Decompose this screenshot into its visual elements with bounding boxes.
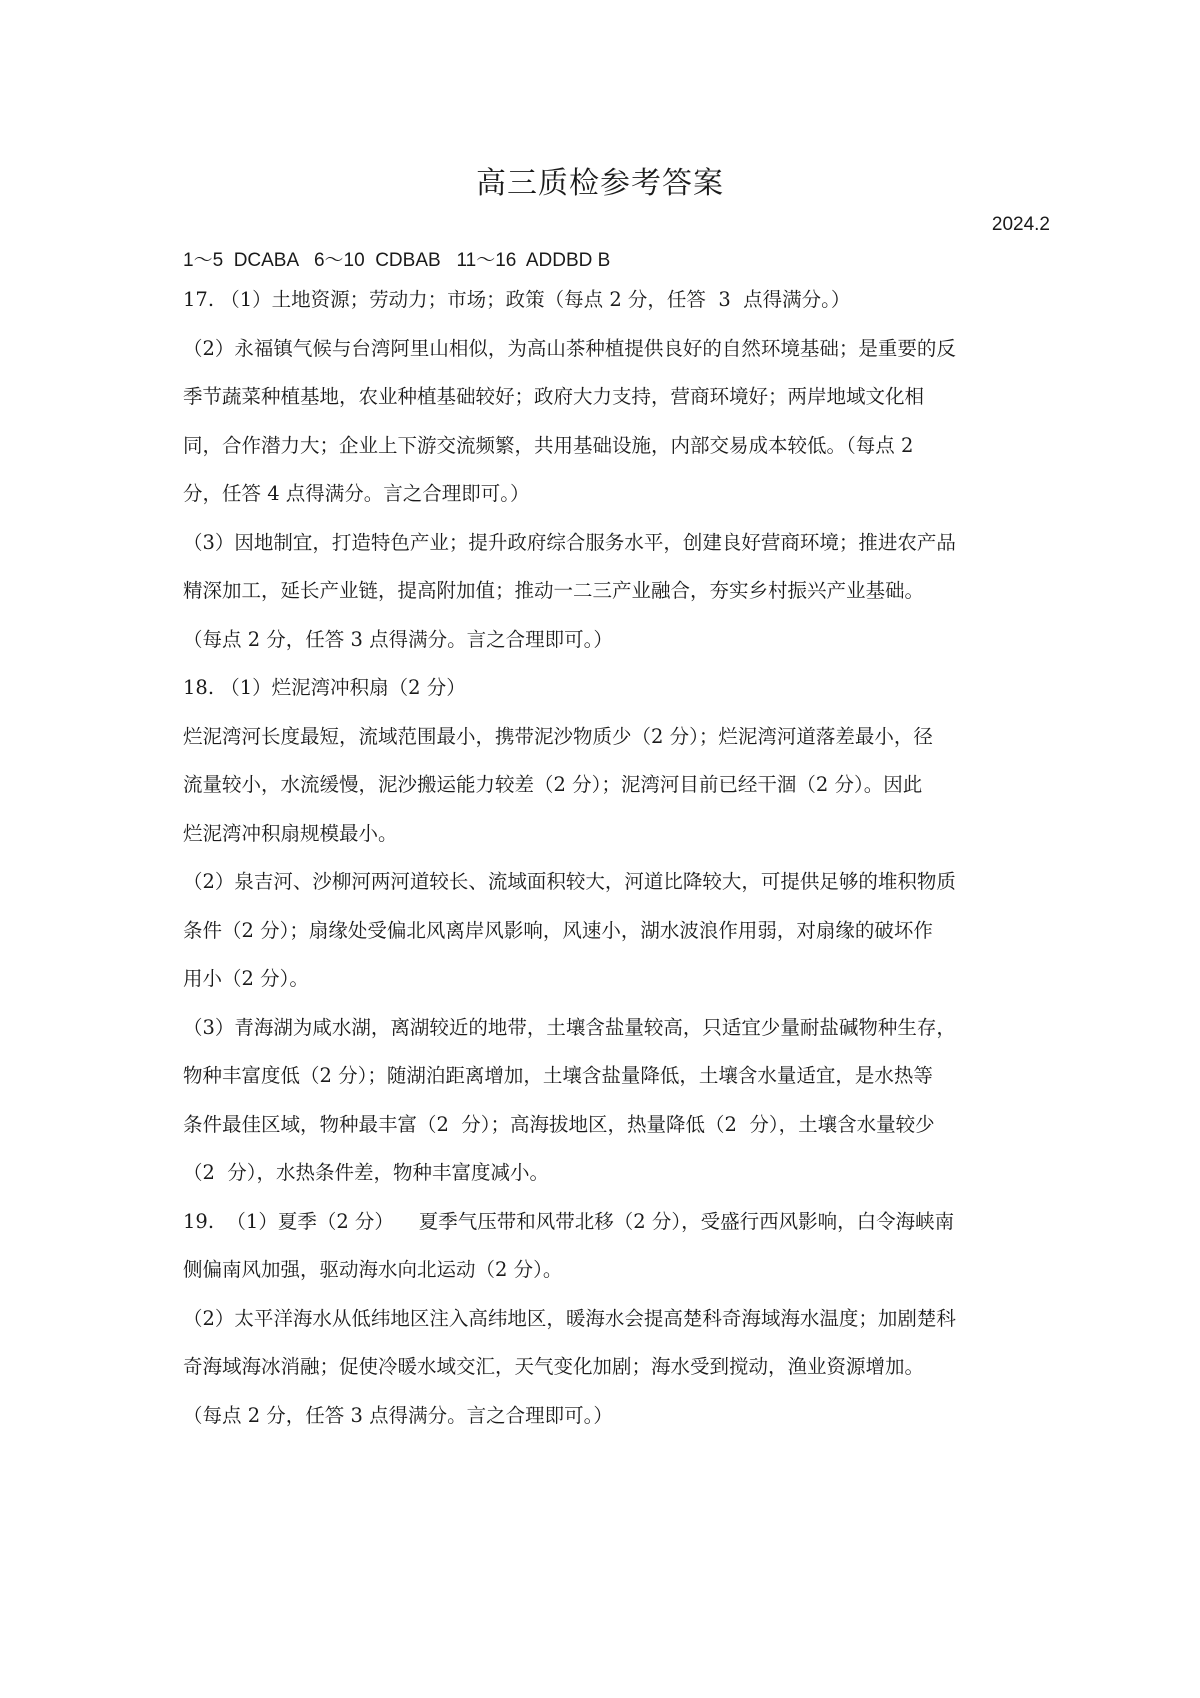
answer-line	[183, 470, 1033, 519]
answer-line-text: 18. （1）烂泥湾冲积扇（2 分）	[183, 676, 466, 699]
answer-line	[183, 276, 1033, 325]
answer-line-text: （2 分），水热条件差，物种丰富度减小。	[183, 1161, 550, 1184]
answer-line	[183, 907, 1033, 956]
answer-line	[183, 1101, 1033, 1150]
page-title: 高三质检参考答案	[476, 166, 724, 201]
answer-line	[183, 616, 1033, 665]
answer-line	[183, 955, 1033, 1004]
answer-body	[183, 276, 1033, 1440]
answer-line-text: 季节蔬菜种植基地，农业种植基础较好；政府大力支持，营商环境好；两岸地域文化相	[183, 385, 925, 408]
answer-line-text: 分，任答 4 点得满分。言之合理即可。）	[183, 482, 530, 505]
answer-line	[183, 1149, 1033, 1198]
answer-line	[183, 1052, 1033, 1101]
answer-line-text: 烂泥湾河长度最短，流域范围最小，携带泥沙物质少（2 分）；烂泥湾河道落差最小，径	[183, 724, 933, 748]
answer-line-text: 条件最佳区域，物种最丰富（2 分）；高海拔地区，热量降低（2 分），土壤含水量较少	[183, 1112, 935, 1136]
exam-date: 2024.2	[991, 214, 1050, 235]
answer-line-text: （3）青海湖为咸水湖，离湖较近的地带，土壤含盐量较高，只适宜少量耐盐碱物种生存，	[183, 1015, 956, 1039]
answer-line-text: 条件（2 分）；扇缘处受偏北风离岸风影响，风速小，湖水波浪作用弱，对扇缘的破坏作	[183, 918, 933, 942]
answer-line	[183, 373, 1033, 422]
answer-line-text: 同，合作潜力大；企业上下游交流频繁，共用基础设施，内部交易成本较低。（每点 2	[183, 433, 914, 457]
answer-line-text: （每点 2 分，任答 3 点得满分。言之合理即可。）	[183, 1403, 613, 1427]
answer-line	[183, 519, 1033, 568]
answer-line-text: 流量较小，水流缓慢，泥沙搬运能力较差（2 分）；泥湾河目前已经干涸（2 分）。因此	[183, 773, 923, 796]
answer-line	[183, 1343, 1033, 1392]
answer-line	[183, 1392, 1033, 1441]
answer-line-text: （3）因地制宜，打造特色产业；提升政府综合服务水平，创建良好营商环境；推进农产品	[183, 530, 956, 554]
multiple-choice-answers: 1～5 DCABA 6～10 CDBAB 11～16 ADDBD B	[183, 250, 611, 271]
answer-line	[183, 858, 1033, 907]
answer-line-text: 19. （1）夏季（2 分） 夏季气压带和风带北移（2 分），受盛行西风影响，白令海峡南	[183, 1209, 955, 1233]
answer-line	[183, 1198, 1033, 1247]
answer-line-text: 物种丰富度低（2 分）；随湖泊距离增加，土壤含盐量降低，土壤含水量适宜，是水热等	[183, 1064, 933, 1087]
answer-line	[183, 567, 1033, 616]
answer-line-text: 17. （1）土地资源；劳动力；市场；政策（每点 2 分，任答 3 点得满分。）	[183, 288, 851, 311]
answer-line	[183, 422, 1033, 471]
answer-line	[183, 761, 1033, 810]
answer-line	[183, 810, 1033, 859]
answer-line-text: 侧偏南风加强，驱动海水向北运动（2 分）。	[183, 1258, 563, 1281]
answer-line	[183, 664, 1033, 713]
answer-line-text: 用小（2 分）。	[183, 967, 309, 990]
answer-line-text: （每点 2 分，任答 3 点得满分。言之合理即可。）	[183, 627, 613, 651]
answer-line-text: （2）泉吉河、沙柳河两河道较长、流域面积较大，河道比降较大，可提供足够的堆积物质	[183, 870, 956, 893]
answer-line-text: 精深加工，延长产业链，提高附加值；推动一二三产业融合，夯实乡村振兴产业基础。	[183, 579, 925, 602]
answer-line	[183, 713, 1033, 762]
answer-line-text: （2）永福镇气候与台湾阿里山相似，为高山茶种植提供良好的自然环境基础；是重要的反	[183, 336, 956, 360]
answer-line-text: 奇海域海冰消融；促使冷暖水域交汇，天气变化加剧；海水受到搅动，渔业资源增加。	[183, 1355, 925, 1378]
answer-line-text: 烂泥湾冲积扇规模最小。	[183, 821, 398, 845]
answer-line	[183, 1004, 1033, 1053]
answer-line-text: （2）太平洋海水从低纬地区注入高纬地区，暖海水会提高楚科奇海域海水温度；加剧楚科	[183, 1306, 956, 1330]
answer-line	[183, 325, 1033, 374]
answer-line	[183, 1295, 1033, 1344]
answer-line	[183, 1246, 1033, 1295]
